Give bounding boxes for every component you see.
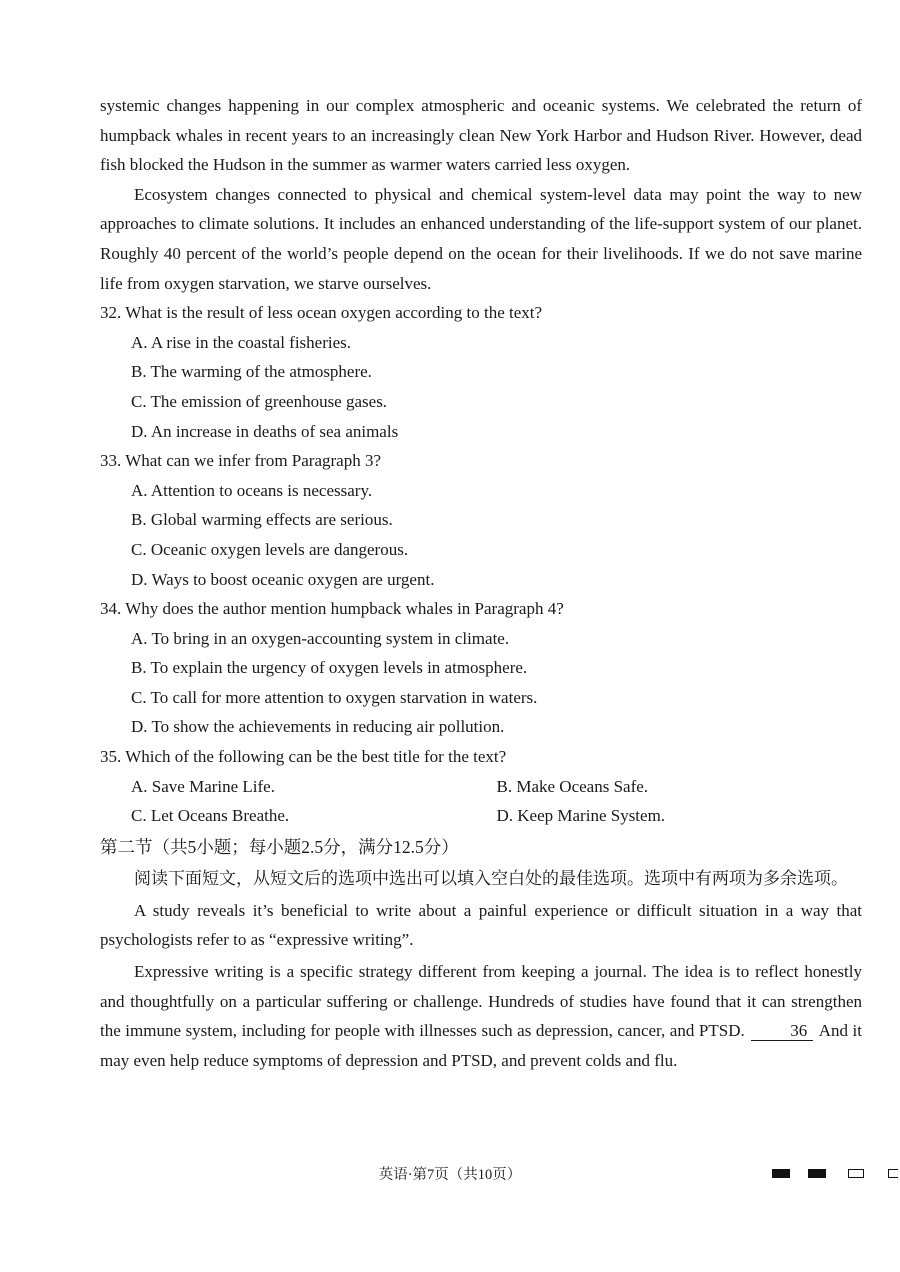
question-34-option-b: B. To explain the urgency of oxygen levels in atmosphere. [131, 658, 528, 678]
passage-2-paragraph-1: A study reveals it’s beneficial to write about a painful experience or difficult situation in a way that psychologists refer to as “expressive writing”. [100, 900, 862, 950]
solid-mark-icon [808, 1169, 826, 1178]
page-footer: 英语·第7页（共10页） [378, 1167, 522, 1183]
paragraph-ecosystem: Ecosystem changes connected to physical and chemical system-level data may point the way to new approaches to climate solutions. It includes an enhanced understanding of the life-support system of our planet. Roughly 40 percent of the world’s people depend on the ocean for their livelihoods. If we do not save marine life from oxygen starvation, we starve ourselves. [100, 184, 862, 293]
partial-mark-icon [888, 1169, 898, 1178]
solid-mark-icon [772, 1169, 790, 1178]
passage-2-paragraph-2 [100, 957, 862, 1075]
paragraph-continued: systemic changes happening in our complex atmospheric and oceanic systems. We celebrated the return of humpback whales in recent years to an increasingly clean New York Harbor and Hudson River. However, dead fish blocked the Hudson in the summer as warmer waters carried less oxygen. [100, 96, 862, 175]
question-32-stem: 32. What is the result of less ocean oxygen according to the text? [100, 303, 543, 323]
question-33-option-c: C. Oceanic oxygen levels are dangerous. [131, 539, 409, 559]
question-34-option-d: D. To show the achievements in reducing air pollution. [131, 717, 505, 737]
question-35-option-a: A. Save Marine Life. [131, 776, 275, 796]
question-34-option-a: A. To bring in an oxygen-accounting system in climate. [131, 628, 510, 648]
question-32-option-c: C. The emission of greenhouse gases. [131, 391, 388, 411]
question-33-option-d: D. Ways to boost oceanic oxygen are urgent. [131, 569, 435, 589]
question-34-stem: 34. Why does the author mention humpback whales in Paragraph 4? [100, 599, 564, 619]
question-32-option-b: B. The warming of the atmosphere. [131, 362, 372, 382]
question-32-option-a: A. A rise in the coastal fisheries. [131, 332, 352, 352]
answer-blank-36: 36 [751, 1022, 813, 1041]
section-2-heading: 第二节（共5小题；每小题2.5分，满分12.5分） [100, 836, 459, 857]
question-33-option-b: B. Global warming effects are serious. [131, 510, 393, 530]
passage-2-text-after-blank: And it may even help reduce symptoms of depression and PTSD, and prevent colds and flu. [100, 1021, 862, 1070]
question-32-option-d: D. An increase in deaths of sea animals [131, 421, 399, 441]
question-35-option-b: B. Make Oceans Safe. [496, 776, 649, 796]
question-34-option-c: C. To call for more attention to oxygen starvation in waters. [131, 687, 538, 707]
page-content [100, 91, 862, 1075]
passage-2-text-before-blank: Expressive writing is a specific strategy different from keeping a journal. The idea is to reflect honestly and thoughtfully on a particular suffering or challenge. Hundreds of studies have found that it can strengthen the immune system, including for people with illnesses such as depression, cancer, and PTSD. [100, 962, 862, 1041]
section-2-instructions: 阅读下面短文，从短文后的选项中选出可以填入空白处的最佳选项。选项中有两项为多余选项。 [134, 868, 848, 888]
hollow-mark-icon [848, 1169, 864, 1178]
question-35-options-row-1 [100, 772, 862, 802]
question-33-stem: 33. What can we infer from Paragraph 3? [100, 451, 382, 471]
question-33-option-a: A. Attention to oceans is necessary. [131, 480, 373, 500]
question-35-stem: 35. Which of the following can be the best title for the text? [100, 747, 507, 767]
question-35-option-c: C. Let Oceans Breathe. [131, 806, 290, 826]
question-35-options-row-2 [100, 801, 862, 831]
question-35-option-d: D. Keep Marine System. [496, 806, 666, 826]
